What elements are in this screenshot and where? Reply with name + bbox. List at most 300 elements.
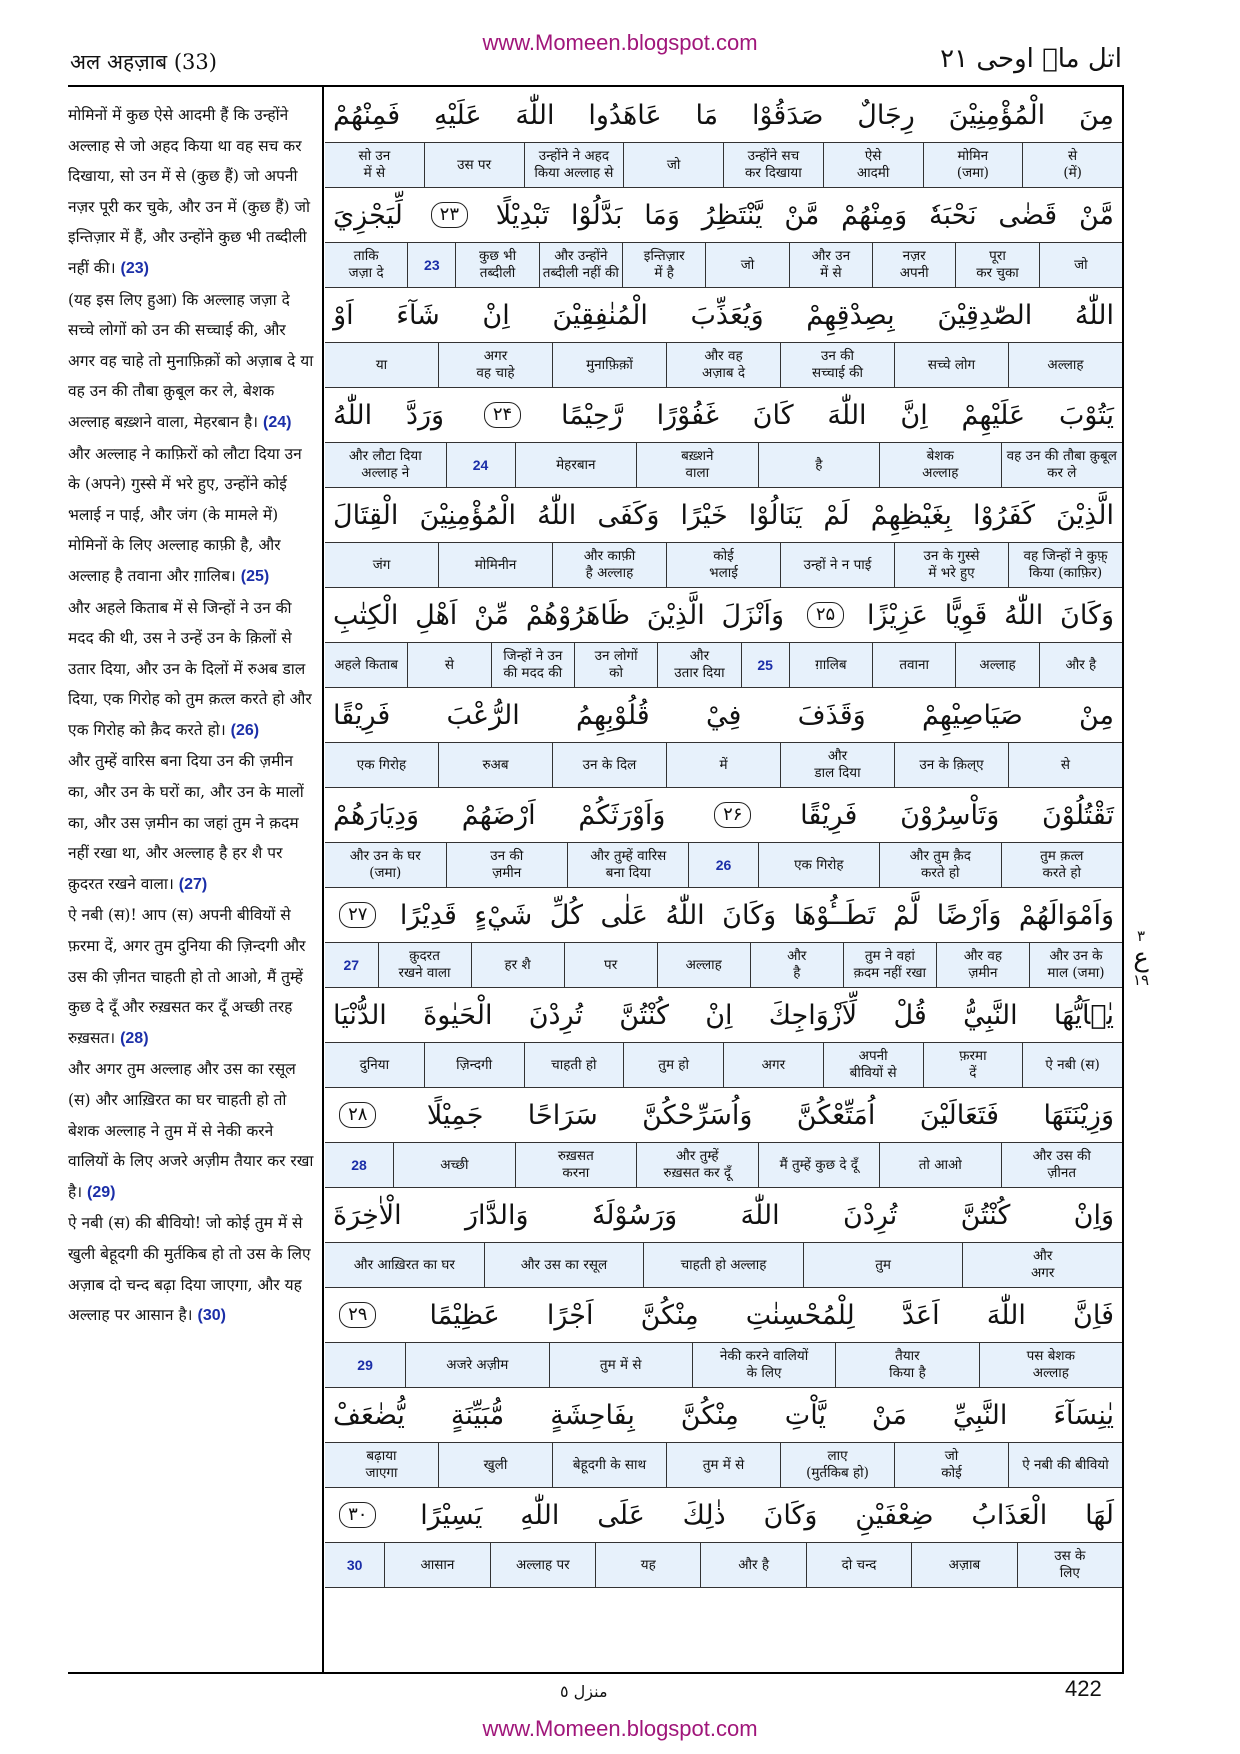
word-meaning-cell: वह उन की तौबा क़ुबूल कर ले (1001, 443, 1122, 487)
word-meanings-row (325, 1142, 1122, 1188)
word-meaning-cell: पूरा कर चुका (955, 243, 1038, 287)
arabic-word: الْمُؤْمِنِيْنَ (948, 99, 1046, 131)
word-meaning-cell: पर (564, 943, 657, 987)
word-meaning-cell: और है (750, 943, 843, 987)
right-border (1122, 86, 1124, 1673)
word-meaning-cell: तुम (803, 1243, 963, 1287)
arabic-word: تُرِدْنَ (843, 1199, 898, 1231)
word-meaning-cell: तैयार किया है (835, 1343, 978, 1387)
word-meaning-cell: उन्होंने ने अहद किया अल्लाह से (524, 143, 624, 187)
page-number: 422 (1065, 1676, 1102, 1701)
arabic-line (325, 288, 1122, 342)
word-meaning-cell: मेहरबान (515, 443, 636, 487)
word-meaning-cell: ग़ालिब (789, 643, 872, 687)
word-meaning-cell: दुनिया (359, 1056, 390, 1073)
ayah-end-marker: ۲۷ (339, 902, 376, 928)
top-rule (68, 85, 1124, 87)
arabic-word: بِصِدْقِهِمْ (806, 299, 895, 331)
translation-text: और अल्लाह ने काफ़िरों को लौटा दिया उन के (अपने) गुस्से में भरे हुए, उन्होंने कोई भलाई न पाई, और जंग (के मामले में) मोमिनों के लिए अल्लाह काफ़ी है, और अल्लाह है तवाना और ग़ालिब। (68, 444, 302, 585)
translation-verse (68, 1208, 314, 1331)
arabic-word: الْعَذَابُ (971, 1499, 1048, 1531)
verse-number-cell: 26 (688, 843, 757, 887)
arabic-line (325, 688, 1122, 742)
word-meaning-cell: और डाल दिया (780, 743, 894, 787)
arabic-word: غَفُوْرًا (656, 399, 719, 431)
word-meaning-cell: ऐसे आदमी (823, 143, 923, 187)
word-meaning-cell: तो आओ (879, 1143, 1000, 1187)
arabic-word: وَدِيَارَهُمْ (333, 799, 420, 831)
word-meanings-row (325, 342, 1122, 388)
word-meaning-cell: से (407, 643, 490, 687)
arabic-word: مِنْكُنَّ (640, 1299, 699, 1331)
word-meaning-cell: आसान (384, 1543, 489, 1587)
arabic-word: اِنْ (705, 999, 733, 1031)
word-meaning-cell: अल्लाह (657, 943, 750, 987)
arabic-word: فَرِيْقًا (333, 699, 391, 731)
word-meaning-cell: जो (705, 243, 788, 287)
arabic-word: يٰۤاَيُّهَا (1053, 999, 1114, 1031)
arabic-word: مِنْكُنَّ (680, 1399, 739, 1431)
arabic-word: النَّبِيُّ (963, 999, 1018, 1031)
arabic-word: عَلٰى (600, 899, 649, 931)
arabic-word: الَّذِيْنَ (646, 599, 705, 631)
verse-number: (23) (120, 259, 149, 277)
ayah-end-marker: ۲۵ (807, 602, 844, 628)
word-meanings-row (325, 742, 1122, 788)
word-meaning-cell: और उन्होंने तब्दीली नहीं की (539, 243, 622, 287)
arabic-word: قُلُوْبِهِمُ (575, 699, 650, 731)
arabic-line (325, 1488, 1122, 1542)
arabic-word: صَدَقُوْا (751, 99, 824, 131)
arabic-line (325, 988, 1122, 1042)
arabic-word: سَرَاحًا (527, 1099, 598, 1131)
word-meanings-row (325, 942, 1122, 988)
arabic-word: يَتُوْبَ (1058, 399, 1114, 431)
para-title: اتل ماۤ اوحی ۲۱ (940, 44, 1122, 74)
arabic-word: عَلَى (597, 1499, 645, 1531)
arabic-word: تَقْتُلُوْنَ (1041, 799, 1114, 831)
arabic-word: قَوِيًّا (944, 599, 988, 631)
arabic-word: وَزِيْنَتَهَا (1043, 1099, 1114, 1131)
word-meanings-row (325, 1242, 1122, 1288)
column-divider (322, 86, 324, 1673)
word-meaning-cell: उन की सच्चाई की (780, 343, 894, 387)
arabic-word: اللّٰهُ (1074, 299, 1114, 331)
arabic-word: وَاَمْوَالَهُمْ (1018, 899, 1114, 931)
word-meaning-cell: अजरे अज़ीम (405, 1343, 548, 1387)
word-meaning-cell: अपनी बीवियों से (823, 1043, 923, 1087)
arabic-word: اُمَتِّعْكُنَّ (796, 1099, 876, 1131)
word-meaning-cell: तुम में से (549, 1343, 692, 1387)
arabic-word: اللّٰهَ (986, 1299, 1026, 1331)
word-meaning-cell: उन लोगों को (574, 643, 657, 687)
arabic-word: كَفَرُوْا (973, 499, 1035, 531)
arabic-word: ذٰلِكَ (682, 1499, 726, 1531)
word-meaning-cell: है (758, 443, 879, 487)
website-header[interactable]: www.Momeen.blogspot.com (482, 30, 758, 55)
arabic-word: اَوْ (333, 299, 354, 331)
word-meaning-cell: या (375, 356, 388, 373)
verse-number-cell: 27 (343, 956, 360, 973)
arabic-word: بِفَاحِشَةٍ (550, 1399, 635, 1431)
word-meaning-cell: बेशक अल्लाह (879, 443, 1000, 487)
arabic-word: مَّنْ (784, 199, 820, 231)
verse-number: (24) (263, 413, 292, 431)
word-meaning-cell: मोमिनीन (438, 543, 552, 587)
arabic-word: عَظِيْمًا (429, 1299, 500, 1331)
translation-verse (68, 285, 314, 439)
word-meaning-cell: एक गिरोह (758, 843, 879, 887)
translation-text: ऐ नबी (स)! आप (स) अपनी बीवियों से फ़रमा दें, अगर तुम दुनिया की ज़िन्दगी और उस की ज़ीनत चाहती हो तो आओ, मैं तुम्हें कुछ दे दूँ और रुख़सत कर दूँ अच्छी तरह रुख़सत। (68, 906, 306, 1047)
word-meaning-cell: ऐ नबी (स) (1022, 1043, 1122, 1087)
verse-number: (26) (230, 721, 260, 739)
arabic-word: فَمِنْهُمْ (333, 99, 401, 131)
word-meaning-cell: जो (623, 143, 723, 187)
word-meaning-cell: अगर (723, 1043, 823, 1087)
arabic-word: وَكَفَى (597, 499, 660, 531)
word-meaning-cell: मोमिन (जमा) (923, 143, 1023, 187)
arabic-word: بِغَيْظِهِمْ (870, 499, 952, 531)
arabic-word: يَسِيْرًا (420, 1499, 483, 1531)
word-meaning-cell: अहले किताब (334, 656, 398, 673)
word-meaning-cell: एक गिरोह (356, 756, 407, 773)
word-meaning-cell: जो कोई (894, 1443, 1008, 1487)
arabic-word: اللّٰهُ (665, 899, 705, 931)
word-meaning-cell: मुनाफ़िक़ों (552, 343, 666, 387)
translation-text: ऐ नबी (स) की बीवियो! जो कोई तुम में से खुली बेहूदगी की मुर्तकिब हो तो उस के लिए अज़ाब दो चन्द बढ़ा दिया जाएगा, और यह अल्लाह पर आसान है। (68, 1214, 311, 1325)
word-meaning-cell: पस बेशक अल्लाह (979, 1343, 1122, 1387)
arabic-word: لَّمْ (893, 899, 920, 931)
arabic-word: فَتَعَالَيْنَ (919, 1099, 1000, 1131)
word-meaning-cell: और लौटा दिया अल्लाह ने (348, 448, 422, 481)
arabic-word: وَكَانَ (1060, 599, 1114, 631)
arabic-word: اَجْرًا (546, 1299, 594, 1331)
arabic-word: يُّضٰعَفْ (333, 1399, 405, 1431)
word-meaning-cell: और उन में से (789, 243, 872, 287)
word-meaning-cell: हर शै (471, 943, 564, 987)
word-meaning-cell: में (666, 743, 780, 787)
word-by-word-grid (325, 88, 1122, 1588)
word-meaning-cell: लाए (मुर्तकिब हो) (780, 1443, 894, 1487)
word-meaning-cell: और तुम्हें रुख़सत कर दूँ (636, 1143, 757, 1187)
arabic-line (325, 388, 1122, 442)
word-meaning-cell: इन्तिज़ार में है (622, 243, 705, 287)
verse-number-cell: 24 (446, 443, 515, 487)
arabic-line (325, 488, 1122, 542)
arabic-word: اللّٰهِ (520, 1499, 560, 1531)
arabic-line (325, 1388, 1122, 1442)
arabic-line (325, 1188, 1122, 1242)
arabic-word: وَكَانَ (722, 899, 777, 931)
word-meaning-cell: और है (700, 1543, 805, 1587)
word-meaning-cell: नेकी करने वालियों के लिए (692, 1343, 835, 1387)
ruku-number: ١٩ (1132, 971, 1150, 989)
word-meaning-cell: चाहती हो (524, 1043, 624, 1087)
translation-verse (68, 1054, 314, 1208)
arabic-word: النَّبِيِّ (952, 1399, 1008, 1431)
arabic-word: لَمْ (823, 499, 850, 531)
arabic-word: اِنَّ (900, 399, 928, 431)
arabic-word: اللّٰهُ (333, 399, 373, 431)
word-meaning-cell: फ़रमा दें (923, 1043, 1023, 1087)
website-footer[interactable]: www.Momeen.blogspot.com (482, 1716, 758, 1741)
word-meaning-cell: अल्लाह (1008, 343, 1122, 387)
word-meaning-cell: उन के दिल (552, 743, 666, 787)
word-meaning-cell: उस के लिए (1017, 1543, 1122, 1587)
arabic-word: الدُّنْيَا (333, 999, 387, 1031)
word-meaning-cell: सच्चे लोग (894, 343, 1008, 387)
word-meaning-cell: जो (1039, 243, 1122, 287)
word-meaning-cell: और काफ़ी है अल्लाह (552, 543, 666, 587)
translation-text: और तुम्हें वारिस बना दिया उन की ज़मीन का, और उन के घरों का, और उन के मालों का, और उस ज़मीन का जहां तुम ने क़दम नहीं रखा था, और अल्लाह है हर शै पर क़ुदरत रखने वाला। (68, 752, 304, 893)
arabic-word: اللّٰهُ (537, 499, 577, 531)
word-meaning-cell: दो चन्द (806, 1543, 911, 1587)
word-meaning-cell: खुली (438, 1443, 552, 1487)
arabic-word: وَالدَّارَ (465, 1199, 529, 1231)
arabic-word: ضِعْفَيْنِ (855, 1499, 934, 1531)
word-meaning-cell: वह जिन्हों ने कुफ़् किया (काफ़िर) (1008, 543, 1122, 587)
word-meaning-cell: से (में) (1022, 143, 1122, 187)
word-meanings-row (325, 542, 1122, 588)
verse-number-cell: 30 (346, 1556, 363, 1573)
arabic-word: قَدِيْرًا (399, 899, 457, 931)
verse-number-cell: 23 (407, 243, 455, 287)
arabic-word: شَآءَ (396, 299, 440, 331)
translation-verse (68, 593, 314, 747)
word-meaning-cell: सो उन में से (358, 148, 391, 181)
ruku-marker (1127, 925, 1155, 991)
arabic-word: اللّٰهُ (1004, 599, 1044, 631)
word-meaning-cell: बख़्शने वाला (636, 443, 757, 487)
arabic-word: عَزِيْزًا (867, 599, 928, 631)
word-meaning-cell: और उन के माल (जमा) (1029, 943, 1122, 987)
arabic-line (325, 188, 1122, 242)
arabic-word: وَرَسُوْلَهٗ (591, 1199, 678, 1231)
word-meaning-cell: उन के गुस्से में भरे हुए (894, 543, 1008, 587)
word-meanings-row (325, 142, 1122, 188)
word-meaning-cell: बढ़ाया जाएगा (365, 1448, 398, 1481)
arabic-word: خَيْرًا (680, 499, 728, 531)
arabic-line (325, 588, 1122, 642)
verse-number: (27) (178, 875, 208, 893)
arabic-word: الْاٰخِرَةَ (333, 1199, 402, 1231)
translation-text: और अहले किताब में से जिन्हों ने उन की मदद की थी, उस ने उन्हें उन के क़िलों से उतार दिया, और उन के दिलों में रुअब डाल दिया, एक गिरोह को तुम क़त्ल करते हो और एक गिरोह को क़ैद करते हो। (68, 598, 312, 739)
arabic-word: قُلْ (893, 999, 927, 1031)
arabic-word: رِجَالٌ (857, 99, 915, 131)
word-meaning-cell: तुम ने वहां क़दम नहीं रखा (843, 943, 936, 987)
arabic-word: عَلَيْهِمْ (961, 399, 1026, 431)
word-meaning-cell: तुम हो (623, 1043, 723, 1087)
verse-number-cell: 25 (741, 643, 789, 687)
arabic-word: تَطَــُٔوْهَا (793, 899, 876, 931)
arabic-word: الْمُنٰفِقِيْنَ (552, 299, 648, 331)
word-meanings-row (325, 242, 1122, 288)
arabic-word: اللّٰهَ (515, 99, 555, 131)
word-meaning-cell: ज़िन्दगी (424, 1043, 524, 1087)
word-meaning-cell: और उतार दिया (657, 643, 740, 687)
arabic-word: بَدَّلُوْا (571, 199, 623, 231)
arabic-word: مِنْ (1078, 699, 1114, 731)
arabic-word: اِنْ (482, 299, 510, 331)
arabic-word: رَّحِيْمًا (561, 399, 623, 431)
word-meaning-cell: कुछ भी तब्दीली (455, 243, 538, 287)
word-meaning-cell: रुख़सत करना (515, 1143, 636, 1187)
arabic-word: لِّيَجْزِيَ (333, 199, 403, 231)
word-meaning-cell: रुअब (438, 743, 552, 787)
arabic-word: اَعَدَّ (901, 1299, 940, 1331)
arabic-word: عَاهَدُوا (588, 99, 662, 131)
arabic-line (325, 888, 1122, 942)
arabic-word: الرُّعْبَ (446, 699, 520, 731)
arabic-word: اللّٰهَ (740, 1199, 780, 1231)
arabic-word: تُرِدْنَ (528, 999, 583, 1031)
word-meaning-cell: उन्हों ने न पाई (780, 543, 894, 587)
word-meaning-cell: मैं तुम्हें कुछ दे दूँ (758, 1143, 879, 1187)
word-meaning-cell: और उस का रसूल (484, 1243, 644, 1287)
arabic-word: عَلَيْهِ (433, 99, 482, 131)
verse-number: (25) (240, 567, 270, 585)
word-meaning-cell: और उस की ज़ीनत (1001, 1143, 1122, 1187)
word-meaning-cell: तवाना (872, 643, 955, 687)
word-meaning-cell: और है (1039, 643, 1122, 687)
word-meaning-cell: और अगर (962, 1243, 1122, 1287)
arabic-word: وَقَذَفَ (797, 699, 866, 731)
word-meaning-cell: ताकि जज़ा दे (348, 248, 384, 281)
word-meaning-cell: और वह ज़मीन (936, 943, 1029, 987)
word-meanings-row (325, 1442, 1122, 1488)
word-meaning-cell: अल्लाह (955, 643, 1038, 687)
word-meaning-cell: अगर वह चाहे (438, 343, 552, 387)
word-meaning-cell: बेहूदगी के साथ (552, 1443, 666, 1487)
manzil-label: منزل ٥ (560, 1682, 608, 1701)
arabic-word: مِنَ (1078, 99, 1114, 131)
surah-title: अल अहज़ाब (33) (70, 50, 217, 74)
word-meaning-cell: अच्छी (393, 1143, 514, 1187)
word-meanings-row (325, 842, 1122, 888)
word-meaning-cell: तुम में से (666, 1443, 780, 1487)
arabic-word: وَاَرْضًا (936, 899, 1002, 931)
arabic-word: وَاَوْرَثَكُمْ (578, 799, 666, 831)
arabic-word: وَاُسَرِّحْكُنَّ (642, 1099, 753, 1131)
arabic-word: لِلْمُحْسِنٰتِ (745, 1299, 855, 1331)
word-meaning-cell: जिन्हों ने उन की मदद की (491, 643, 574, 687)
arabic-word: كُلِّ (549, 899, 583, 931)
arabic-word: الْقِتَالَ (333, 499, 399, 531)
ayah-end-marker: ۲۴ (484, 402, 521, 428)
arabic-line (325, 88, 1122, 142)
hindi-translation-column (68, 100, 314, 1332)
arabic-word: يَّنْتَظِرُ (701, 199, 763, 231)
word-meaning-cell: उन के क़िल्ए (894, 743, 1008, 787)
arabic-word: وَاِنْ (1073, 1199, 1114, 1231)
arabic-word: مَّنْ (1078, 199, 1114, 231)
arabic-word: يَّاْتِ (784, 1399, 826, 1431)
word-meaning-cell: उस पर (424, 143, 524, 187)
word-meaning-cell: उन्होंने सच कर दिखाया (723, 143, 823, 187)
arabic-word: الْكِتٰبِ (333, 599, 399, 631)
word-meaning-cell: ऐ नबी की बीवियो (1008, 1443, 1122, 1487)
verse-number: (30) (197, 1307, 226, 1325)
translation-verse (68, 746, 314, 900)
arabic-word: شَيْءٍ (474, 899, 533, 931)
arabic-word: اللّٰهَ (827, 399, 867, 431)
arabic-word: اَهْلِ (415, 599, 458, 631)
arabic-word: مُّبَيِّنَةٍ (450, 1399, 505, 1431)
arabic-word: مِّنْ (474, 599, 510, 631)
verse-number: (29) (87, 1183, 116, 1201)
arabic-word: اَرْضَهُمْ (461, 799, 536, 831)
arabic-word: لَهَا (1085, 1499, 1114, 1531)
ruku-count: ٣ (1136, 927, 1146, 945)
word-meaning-cell: नज़र अपनी (872, 243, 955, 287)
word-meaning-cell: और तुम क़ैद करते हो (879, 843, 1000, 887)
arabic-line (325, 788, 1122, 842)
arabic-word: يٰنِسَآءَ (1053, 1399, 1114, 1431)
arabic-line (325, 1088, 1122, 1142)
arabic-word: صَيَاصِيْهِمْ (921, 699, 1023, 731)
arabic-word: الْحَيٰوةَ (423, 999, 493, 1031)
ayah-end-marker: ۲۹ (339, 1302, 376, 1328)
arabic-word: الَّذِيْنَ (1056, 499, 1114, 531)
word-meanings-row (325, 1042, 1122, 1088)
word-meaning-cell: से (1008, 743, 1122, 787)
word-meanings-row (325, 1542, 1122, 1588)
arabic-word: كُنْتُنَّ (960, 1199, 1011, 1231)
arabic-word: جَمِيْلًا (426, 1099, 484, 1131)
arabic-word: وَاَنْزَلَ (721, 599, 785, 631)
word-meaning-cell: यह (595, 1543, 700, 1587)
ayah-end-marker: ۲۳ (431, 202, 468, 228)
translation-verse (68, 439, 314, 593)
translation-text: (यह इस लिए हुआ) कि अल्लाह जज़ा दे सच्चे लोगों को उन की सच्चाई की, और अगर वह चाहे तो मुनाफ़िक़ों को अज़ाब दे या वह उन की तौबा क़ुबूल कर ले, बेशक अल्लाह बख़्शने वाला, मेहरबान है। (68, 290, 314, 431)
arabic-word: كُنْتُنَّ (619, 999, 669, 1031)
word-meaning-cell: क़ुदरत रखने वाला (378, 943, 471, 987)
translation-text: और अगर तुम अल्लाह और उस का रसूल (स) और आख़िरत का घर चाहती हो तो बेशक अल्लाह ने तुम में से नेकी करने वालियों के लिए अजरे अज़ीम तैयार कर रखा है। (68, 1060, 314, 1201)
word-meaning-cell: तुम क़त्ल करते हो (1001, 843, 1122, 887)
arabic-word: يَنَالُوْا (748, 499, 803, 531)
arabic-word: مَا (695, 99, 719, 131)
translation-verse (68, 900, 314, 1054)
arabic-word: قَضٰى (998, 199, 1058, 231)
arabic-word: تَبْدِيْلًا (495, 199, 550, 231)
word-meaning-cell: जंग (372, 556, 391, 573)
word-meaning-cell: अल्लाह पर (490, 1543, 595, 1587)
arabic-word: وَرَدَّ (405, 399, 445, 431)
arabic-word: فِيْ (705, 699, 742, 731)
arabic-word: وَمِنْهُمْ (841, 199, 908, 231)
word-meanings-row (325, 442, 1122, 488)
translation-verse (68, 100, 314, 285)
word-meaning-cell: कोई भलाई (666, 543, 780, 587)
word-meaning-cell: और आख़िरत का घर (353, 1256, 455, 1273)
word-meaning-cell: उन की ज़मीन (446, 843, 567, 887)
word-meanings-row (325, 642, 1122, 688)
arabic-word: وَيُعَذِّبَ (690, 299, 764, 331)
arabic-word: وَكَانَ (763, 1499, 818, 1531)
arabic-word: نَحْبَهٗ (929, 199, 977, 231)
arabic-word: لِّاَزْوَاجِكَ (768, 999, 858, 1031)
verse-number-cell: 28 (351, 1156, 367, 1173)
arabic-word: مَنْ (871, 1399, 907, 1431)
arabic-word: الْمُؤْمِنِيْنَ (419, 499, 517, 531)
ruku-sign: ع (1133, 943, 1149, 973)
arabic-word: وَمَا (644, 199, 680, 231)
word-meaning-cell: और उन के घर (जमा) (349, 848, 421, 881)
arabic-word: وَتَاْسِرُوْنَ (900, 799, 1000, 831)
verse-number-cell: 29 (357, 1356, 373, 1373)
arabic-word: فَاِنَّ (1073, 1299, 1114, 1331)
verse-number: (28) (120, 1029, 149, 1047)
